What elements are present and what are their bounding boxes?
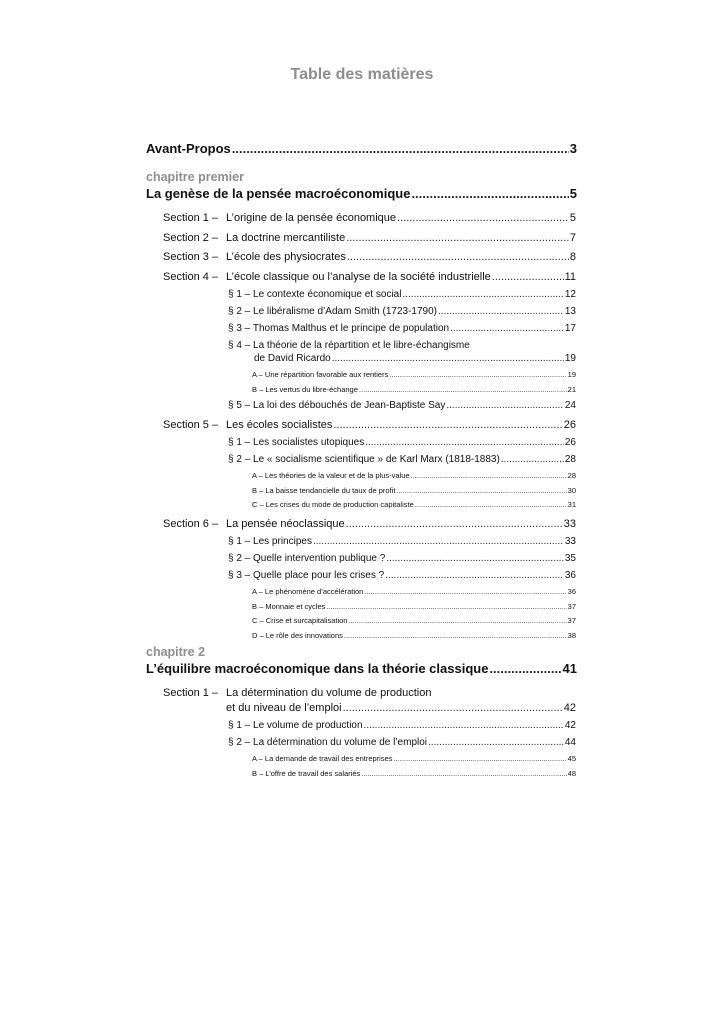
dot-leader xyxy=(386,553,564,564)
toc-entry-subitem xyxy=(252,602,576,611)
toc-entry-paragraph xyxy=(228,536,576,547)
entry-title: A – La demande de travail des entreprises xyxy=(252,754,393,763)
entry-title: § 1 – Le contexte économique et social xyxy=(228,289,402,300)
dot-leader xyxy=(492,271,564,283)
toc-entry-paragraph xyxy=(228,323,576,334)
toc-entry-section xyxy=(163,251,576,263)
toc-entry-subitem xyxy=(252,587,576,596)
toc-entry-subitem xyxy=(252,471,576,480)
page-title: Table des matières xyxy=(290,66,434,83)
dot-leader xyxy=(389,370,566,379)
dot-leader xyxy=(344,631,567,640)
dot-leader xyxy=(333,419,562,431)
dot-leader xyxy=(364,587,566,596)
entry-title-line1: § 4 – La théorie de la répartition et le libre-échangisme xyxy=(228,340,470,351)
entry-title: § 5 – La loi des débouchés de Jean-Baptiste Say xyxy=(228,400,446,411)
toc-entry-subitem xyxy=(252,631,576,640)
entry-title: Les écoles socialistes xyxy=(226,419,333,431)
dot-leader xyxy=(501,454,564,465)
entry-title: de David Ricardo xyxy=(254,353,331,364)
entry-page: 3 xyxy=(569,141,577,156)
entry-page: 28 xyxy=(567,471,576,480)
dot-leader xyxy=(332,353,564,364)
toc-entry-paragraph xyxy=(228,720,576,731)
dot-leader xyxy=(394,754,567,763)
entry-title: L’équilibre macroéconomique dans la théorie classique xyxy=(146,661,489,676)
entry-page: 17 xyxy=(564,323,576,334)
toc-entry-section xyxy=(163,271,576,283)
toc-entry-chapter xyxy=(146,661,577,676)
toc-entry-subitem xyxy=(252,370,576,379)
dot-leader xyxy=(385,570,564,581)
dot-leader xyxy=(397,212,569,224)
toc-entry-avant-propos xyxy=(146,141,577,156)
entry-page: 44 xyxy=(564,737,576,748)
entry-page: 19 xyxy=(567,370,576,379)
entry-title: § 3 – Quelle place pour les crises ? xyxy=(228,570,385,581)
entry-page: 13 xyxy=(564,306,576,317)
entry-title: La pensée néoclassique xyxy=(226,518,345,530)
entry-page: 21 xyxy=(567,385,576,394)
dot-leader xyxy=(313,536,564,547)
dot-leader xyxy=(402,289,563,300)
entry-title: L’école classique ou l’analyse de la société industrielle xyxy=(226,271,491,283)
entry-title: § 1 – Les socialistes utopiques xyxy=(228,437,365,448)
toc-entry-section-line1 xyxy=(163,687,431,699)
dot-leader xyxy=(359,385,567,394)
toc-entry-section xyxy=(163,702,576,714)
toc-entry-paragraph xyxy=(228,306,576,317)
entry-title: et du niveau de l’emploi xyxy=(226,702,342,714)
entry-page: 26 xyxy=(563,419,576,431)
dot-leader xyxy=(361,769,566,778)
entry-title: § 2 – Le « socialisme scientifique » de Karl Marx (1818-1883) xyxy=(228,454,500,465)
chapter-label: chapitre 2 xyxy=(146,645,206,659)
toc-entry-paragraph xyxy=(228,737,576,748)
dot-leader xyxy=(411,186,568,201)
dot-leader xyxy=(411,471,567,480)
dot-leader xyxy=(446,400,564,411)
entry-page: 11 xyxy=(564,271,576,283)
entry-title: B – Les vertus du libre-échange xyxy=(252,385,358,394)
entry-page: 36 xyxy=(567,587,576,596)
dot-leader xyxy=(347,251,569,263)
entry-title: Avant-Propos xyxy=(146,141,231,156)
entry-title: A – Les théories de la valeur et de la plus-value xyxy=(252,471,410,480)
entry-page: 37 xyxy=(567,616,576,625)
entry-page: 7 xyxy=(569,232,576,244)
toc-entry-paragraph xyxy=(228,289,576,300)
entry-title: D – Le rôle des innovations xyxy=(252,631,343,640)
entry-title: La genèse de la pensée macroéconomique xyxy=(146,186,411,201)
dot-leader xyxy=(348,616,566,625)
dot-leader xyxy=(438,306,564,317)
entry-title: B – Monnaie et cycles xyxy=(252,602,326,611)
entry-page: 5 xyxy=(569,212,576,224)
section-prefix: Section 2 – xyxy=(163,232,219,244)
entry-title: C – Crise et surcapitalisation xyxy=(252,616,348,625)
entry-page: 45 xyxy=(567,754,576,763)
toc-entry-paragraph xyxy=(228,437,576,448)
entry-title: A – Le phénomène d’accélération xyxy=(252,587,364,596)
dot-leader xyxy=(326,602,566,611)
entry-page: 33 xyxy=(563,518,576,530)
entry-title: § 2 – Quelle intervention publique ? xyxy=(228,553,386,564)
toc-entry-paragraph xyxy=(228,353,576,364)
entry-title: C – Les crises du mode de production capitaliste xyxy=(252,500,414,509)
entry-title: § 1 – Les principes xyxy=(228,536,312,547)
toc-entry-subitem xyxy=(252,769,576,778)
chapter-label: chapitre premier xyxy=(146,170,244,184)
toc-entry-section xyxy=(163,212,576,224)
entry-page: 38 xyxy=(567,631,576,640)
dot-leader xyxy=(396,486,566,495)
entry-page: 42 xyxy=(563,702,576,714)
dot-leader xyxy=(343,702,563,714)
entry-page: 36 xyxy=(564,570,576,581)
section-prefix: Section 3 – xyxy=(163,251,219,263)
toc-entry-section xyxy=(163,518,576,530)
entry-page: 26 xyxy=(564,437,576,448)
entry-page: 35 xyxy=(564,553,576,564)
entry-page: 5 xyxy=(569,186,577,201)
entry-title: L’école des physiocrates xyxy=(226,251,346,263)
toc-entry-chapter xyxy=(146,186,577,201)
dot-leader xyxy=(232,141,569,156)
toc-entry-subitem xyxy=(252,500,576,509)
toc-entry-paragraph xyxy=(228,454,576,465)
dot-leader xyxy=(346,518,563,530)
dot-leader xyxy=(365,437,564,448)
dot-leader xyxy=(415,500,567,509)
entry-title: § 2 – La détermination du volume de l’emploi xyxy=(228,737,428,748)
entry-page: 30 xyxy=(567,486,576,495)
entry-page: 48 xyxy=(567,769,576,778)
entry-title: La détermination du volume de production xyxy=(226,687,432,699)
section-prefix: Section 5 – xyxy=(163,419,219,431)
entry-page: 37 xyxy=(567,602,576,611)
entry-page: 31 xyxy=(567,500,576,509)
toc-entry-subitem xyxy=(252,486,576,495)
dot-leader xyxy=(346,232,569,244)
entry-page: 24 xyxy=(564,400,576,411)
entry-title: A – Une répartition favorable aux rentiers xyxy=(252,370,389,379)
entry-page: 19 xyxy=(564,353,576,364)
entry-title: B – La baisse tendancielle du taux de profit xyxy=(252,486,396,495)
entry-page: 12 xyxy=(564,289,576,300)
toc-entry-section xyxy=(163,419,576,431)
section-prefix: Section 4 – xyxy=(163,271,219,283)
toc-entry-subitem xyxy=(252,754,576,763)
toc-entry-paragraph xyxy=(228,553,576,564)
toc-entry-paragraph xyxy=(228,570,576,581)
entry-page: 8 xyxy=(569,251,576,263)
entry-title: B – L’offre de travail des salariés xyxy=(252,769,361,778)
entry-page: 42 xyxy=(564,720,576,731)
entry-page: 41 xyxy=(562,661,577,676)
entry-page: 28 xyxy=(564,454,576,465)
entry-title: § 1 – Le volume de production xyxy=(228,720,363,731)
entry-title: La doctrine mercantiliste xyxy=(226,232,346,244)
entry-title: § 3 – Thomas Malthus et le principe de population xyxy=(228,323,450,334)
entry-title: L’origine de la pensée économique xyxy=(226,212,397,224)
dot-leader xyxy=(489,661,561,676)
toc-entry-subitem xyxy=(252,616,576,625)
dot-leader xyxy=(364,720,564,731)
entry-page: 33 xyxy=(564,536,576,547)
dot-leader xyxy=(450,323,564,334)
dot-leader xyxy=(428,737,564,748)
section-prefix: Section 1 – xyxy=(163,212,219,224)
section-prefix: Section 6 – xyxy=(163,518,219,530)
toc-entry-paragraph xyxy=(228,400,576,411)
toc-entry-subitem xyxy=(252,385,576,394)
entry-title: § 2 – Le libéralisme d’Adam Smith (1723-1790) xyxy=(228,306,437,317)
toc-entry-section xyxy=(163,232,576,244)
section-prefix: Section 1 – xyxy=(163,687,219,699)
